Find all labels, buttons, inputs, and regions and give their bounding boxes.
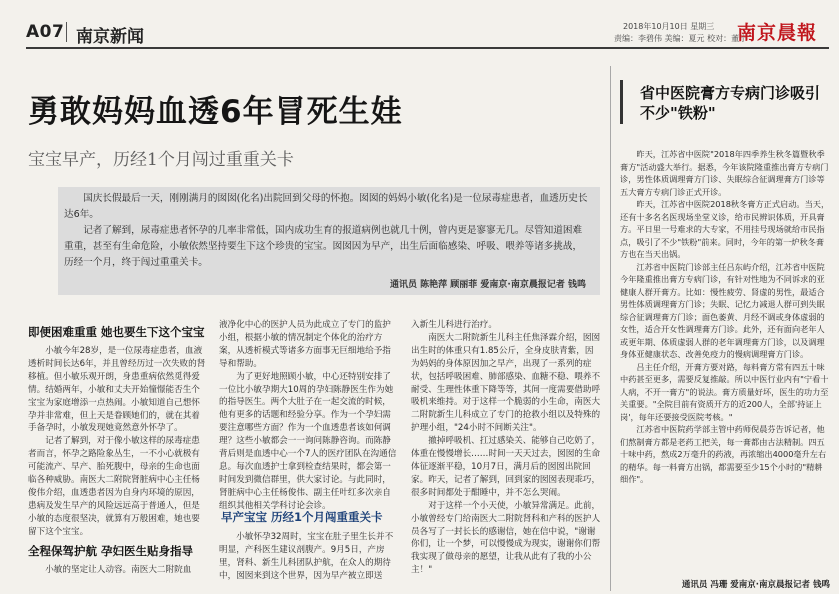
column-heading: 全程保驾护航 孕妇医生贴身指导 — [28, 544, 194, 558]
body-paragraph: 江苏省中医院门诊部主任吕东屿介绍，江苏省中医院今年隆重推出膏方专病门诊，有针对性地为不同诉求的亚健康人群开膏方。比如：慢性疲劳、肾虚的男性，最适合男性体质调理膏方门诊；失眠、记忆力减退人群可到失眠综合征调理膏方门诊；面色萎黄、月经不调或身体虚弱的女性，适合开女性调理膏方门诊。此外，还有面向老年人或更年期、体质虚弱人群的老年调理膏方门诊，以及调理身体亚健康状态、改善免疫力的慢病调理膏方门诊。 — [620, 261, 825, 359]
column-heading: 即便困难重重 她也要生下这个宝宝 — [28, 325, 205, 339]
body-paragraph: 对于这样一个小天使，小敏异常满足。此前，小敏曾经专门给南医大二附院肾科和产科的医护人员各写了一封长长的感谢信，她在信中说，"谢谢你们，让一个梦，可以慢慢成为现实，谢谢你们帮我实现了做母亲的愿望，让我从此有了我的小公主！" — [411, 500, 601, 576]
body-paragraph: 为了更好地照顾小敏，中心还特别安排了一位比小敏孕期大10周的孕妇陈静医生作为她的指导医生。两个大肚子在一起交流的时候，他有更多的话题和经验分享。作为一个孕妇需要注意哪些方面？作为一个血透患者该如何调理？这些小敏都会一一询问陈静咨询。而陈静背后则是血透中心一个7人的医疗团队在沟通信息。每次血透护士拿到检查结果时，都会第一时间发到微信群里，供大家讨论。与此同时，肾脏病中心主任杨俊伟、副主任叶红多次亲自组织其他相关学科讨论会诊。 — [219, 371, 397, 511]
page-header — [0, 0, 839, 52]
deck-paragraph: 国庆长假最后一天，刚刚满月的囡囡(化名)出院回到父母的怀抱。囡囡的妈妈小敏(化名)是一位尿毒症患者，血透历史长达6年。 — [64, 193, 588, 220]
body-paragraph: 昨天，江苏省中医院2018秋冬膏方正式启动。当天，还有十多名名医现场坐堂义诊，给市民辨识体质，开具膏方。平日里一号难求的大专家，不用挂号现场就给市民指点，吸引了不少"铁粉"前来。同时，今年的第一炉秋冬膏方也在当天出锅。 — [620, 199, 830, 259]
body-paragraph: 记者了解到，对于像小敏这样的尿毒症患者而言，怀孕之路险象丛生，一不小心就极有可能流产、早产、胎死腹中，母亲的生命也面临各种威胁。南医大二附院肾脏病中心主任杨俊伟介绍，血透患者因为自身内环境的原因，患病及发生早产的风险远远高于普通人，但是小敏的态度很坚决，就算有万般困难，她也要留下这个宝宝。 — [28, 436, 200, 537]
article-column-2 — [219, 319, 399, 511]
body-paragraph: 小敏怀孕32周时，宝宝在肚子里生长并不明显，产科医生建议剖腹产。9月5日，产房里，肾科、新生儿科团队护航，在众人的期待中，囡囡来到这个世界，因为早产被立即送 — [219, 532, 394, 581]
date-line: 2018年10月10日 星期三 — [623, 22, 715, 31]
deck-paragraph: 记者了解到，尿毒症患者怀孕的几率非常低，国内成功生育的报道病例也就几十例，曾内更是寥寥无几。尽管知道困难重重，甚至有生命危险，小敏依然坚持要生下这个珍贵的宝宝。囡囡因为早产，出生后面临感染、呼吸、喂养等诸多挑战，历经一个月，终于闯过重重关卡。 — [64, 225, 583, 268]
article-column-3 — [411, 319, 601, 594]
body-paragraph: 小敏的坚定让人动容。南医大二附院血 — [45, 565, 192, 575]
article-headline: 勇敢妈妈血透6年冒死生娃 — [28, 94, 403, 130]
article-subhead: 宝宝早产，历经1个月闯过重重关卡 — [28, 150, 294, 170]
editor-line: 责编：李碧伟 美编：夏元 校对：董宁 — [614, 34, 748, 43]
body-paragraph: 入新生儿科进行治疗。 — [411, 320, 497, 330]
body-paragraph: 昨天，江苏省中医院"2018年四季养生秋冬篇暨秋季膏方"活动盛大举行。据悉，今年该院隆重推出膏方专病门诊，男性体质调理膏方门诊、失眠综合征调理膏方门诊等五大膏方专病门诊正式开诊。 — [620, 149, 829, 197]
body-paragraph: 江苏省中医院药学部主管中药师倪晨芬告诉记者，他们熬制膏方都是老药工把关，每一膏都由古法精制。四五十味中药，熬成2万毫升的药液，再浓缩出4000毫升左右的精华。每一料膏方出锅，都需要至少15个小时的"精耕细作"。 — [620, 424, 827, 484]
body-paragraph: 撤掉呼吸机、扛过感染关、能够自己吃奶了，体重在慢慢增长……时间一天天过去，囡囡的生命体征逐渐平稳，10月7日，满月后的囡囡出院回家。昨天，记者了解到，回到家的囡囡表现乖巧，很多时间都处于酣睡中，并不怎么哭闹。 — [411, 436, 601, 498]
article-deck — [58, 187, 600, 295]
sidebar-body — [620, 148, 830, 576]
sidebar-byline: 通讯员 冯珊 爱南京·南京晨报记者 钱鸣 — [681, 580, 830, 590]
body-paragraph: 南医大二附院新生儿科主任焦泽霖介绍，囡囡出生时的体重只有1.85公斤，全身皮肤青紫，因为妈妈的身体原因加之早产，出现了一系列的症状，包括呼吸困难、肺部感染、血糖不稳、喂养不耐受、生理性体重下降等等，其间一度需要借助呼吸机来维持。对于这样一个脆弱的小生命，南医大二附院新生儿科成立了专门的抢救小组以及特殊的护理小组，"24小时不间断关注"。 — [411, 332, 601, 434]
article-column-1b — [28, 564, 208, 594]
body-paragraph: 小敏今年28岁，是一位尿毒症患者，血液透析时间长达6年，并且曾经历过一次失败的肾移植。但小敏乐观开朗，身患重病依然觅得爱情。结婚两年，小敏和丈夫开始憧憬能否生个宝宝为家庭增添一点热闹。小敏知道自己想怀孕并非常难，但上天是眷顾她们的，就在其着手备孕时，小敏发现她竟然意外怀孕了。 — [28, 346, 206, 434]
newspaper-logo: 南京晨報 — [737, 22, 818, 44]
header-rule — [26, 47, 829, 49]
header-separator — [66, 22, 67, 42]
article-column-1 — [28, 345, 208, 537]
column-heading: 早产宝宝 历经1个月闯重重关卡 — [221, 510, 383, 524]
body-paragraph: 吕主任介绍，开膏方要对路，每料膏方常有四五十味中药甚至更多，需要反复推敲。所以中医行业内有"宁看十人病，不开一膏方"的说法。膏方质量好坏，医生的功力至关重要。"全院目前有资质开方的近200人，全部'持证上岗'，每年还要接受医院考核。" — [620, 361, 829, 422]
article-byline: 通讯员 陈艳萍 顾丽菲 爱南京·南京晨报记者 钱鸣 — [390, 280, 586, 290]
column-divider — [610, 66, 611, 591]
page-number: A07 — [26, 22, 65, 42]
sidebar-accent-bar — [620, 80, 623, 124]
article-column-2b — [219, 531, 399, 594]
section-title: 南京新闻 — [76, 27, 144, 47]
sidebar-headline: 省中医院膏方专病门诊吸引不少"铁粉" — [640, 84, 821, 122]
body-paragraph: 液净化中心的医护人员为此成立了专门的监护小组，根据小敏的情况制定个体化的治疗方案，从透析模式等诸多方面事无巨细地给予指导和帮助。 — [219, 320, 391, 369]
